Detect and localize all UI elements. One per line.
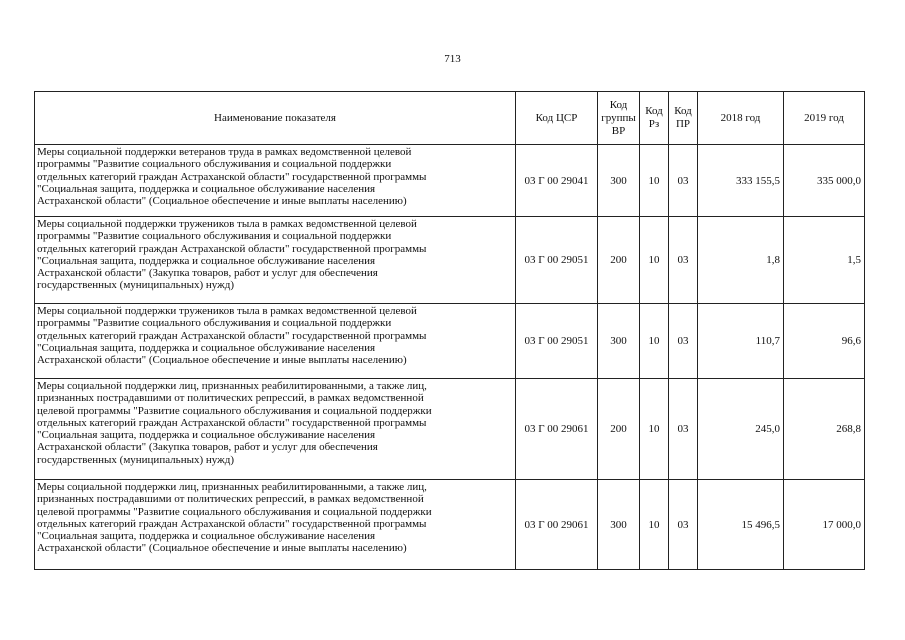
header-rz: Код Рз <box>640 92 669 145</box>
row-csr: 03 Г 00 29061 <box>516 480 598 570</box>
row-csr: 03 Г 00 29051 <box>516 217 598 304</box>
table-row <box>35 379 865 480</box>
row-2018: 15 496,5 <box>698 480 784 570</box>
row-2019: 335 000,0 <box>784 145 865 217</box>
row-2019: 268,8 <box>784 379 865 480</box>
row-2019: 17 000,0 <box>784 480 865 570</box>
row-pr: 03 <box>669 217 698 304</box>
row-vr: 200 <box>598 379 640 480</box>
row-rz: 10 <box>640 145 669 217</box>
row-2018: 110,7 <box>698 304 784 379</box>
row-2018: 333 155,5 <box>698 145 784 217</box>
row-csr: 03 Г 00 29051 <box>516 304 598 379</box>
page-number: 713 <box>444 53 461 65</box>
row-vr: 300 <box>598 480 640 570</box>
row-2019: 96,6 <box>784 304 865 379</box>
row-2019: 1,5 <box>784 217 865 304</box>
row-csr: 03 Г 00 29061 <box>516 379 598 480</box>
row-rz: 10 <box>640 304 669 379</box>
row-vr: 200 <box>598 217 640 304</box>
table-row <box>35 217 865 304</box>
row-rz: 10 <box>640 480 669 570</box>
header-2019: 2019 год <box>784 92 865 145</box>
table-row <box>35 304 865 379</box>
row-vr: 300 <box>598 145 640 217</box>
table-row <box>35 145 865 217</box>
header-csr: Код ЦСР <box>516 92 598 145</box>
header-pr: Код ПР <box>669 92 698 145</box>
header-name: Наименование показателя <box>35 92 516 145</box>
budget-table <box>34 91 865 570</box>
row-name: Меры социальной поддержки ветеранов труда в рамках ведомственной целевой программы "Развитие социального обслуживания и социальной поддержки отдельных категорий граждан Астраханской области" государственной программы "Социальная защита, поддержка и социальное обслуживание населения Астраханской области" (Социальное обеспечение и иные выплаты населению) <box>35 145 516 217</box>
row-vr: 300 <box>598 304 640 379</box>
row-name: Меры социальной поддержки лиц, признанных реабилитированными, а также лиц, признанных пострадавшими от политических репрессий, в рамках ведомственной целевой программы "Развитие социального обслуживания и социальной поддержки отдельных категорий граждан Астраханской области" государственной программы "Социальная защита, поддержка и социальное обслуживание населения Астраханской области" (Закупка товаров, работ и услуг для обеспечения государственных (муниципальных) нужд) <box>35 379 516 480</box>
header-vr: Код группы ВР <box>598 92 640 145</box>
row-rz: 10 <box>640 379 669 480</box>
row-name: Меры социальной поддержки лиц, признанных реабилитированными, а также лиц, признанных пострадавшими от политических репрессий, в рамках ведомственной целевой программы "Развитие социального обслуживания и социальной поддержки отдельных категорий граждан Астраханской области" государственной программы "Социальная защита, поддержка и социальное обслуживание населения Астраханской области" (Социальное обеспечение и иные выплаты населению) <box>35 480 516 570</box>
row-name: Меры социальной поддержки тружеников тыла в рамках ведомственной целевой программы "Развитие социального обслуживания и социальной поддержки отдельных категорий граждан Астраханской области" государственной программы "Социальная защита, поддержка и социальное обслуживание населения Астраханской области" (Социальное обеспечение и иные выплаты населению) <box>35 304 516 379</box>
header-2018: 2018 год <box>698 92 784 145</box>
row-pr: 03 <box>669 145 698 217</box>
row-2018: 1,8 <box>698 217 784 304</box>
row-pr: 03 <box>669 379 698 480</box>
row-name: Меры социальной поддержки тружеников тыла в рамках ведомственной целевой программы "Развитие социального обслуживания и социальной поддержки отдельных категорий граждан Астраханской области" государственной программы "Социальная защита, поддержка и социальное обслуживание населения Астраханской области" (Закупка товаров, работ и услуг для обеспечения государственных (муниципальных) нужд) <box>35 217 516 304</box>
row-csr: 03 Г 00 29041 <box>516 145 598 217</box>
row-rz: 10 <box>640 217 669 304</box>
table-header-row <box>35 92 865 145</box>
row-2018: 245,0 <box>698 379 784 480</box>
row-pr: 03 <box>669 480 698 570</box>
row-pr: 03 <box>669 304 698 379</box>
table-row <box>35 480 865 570</box>
